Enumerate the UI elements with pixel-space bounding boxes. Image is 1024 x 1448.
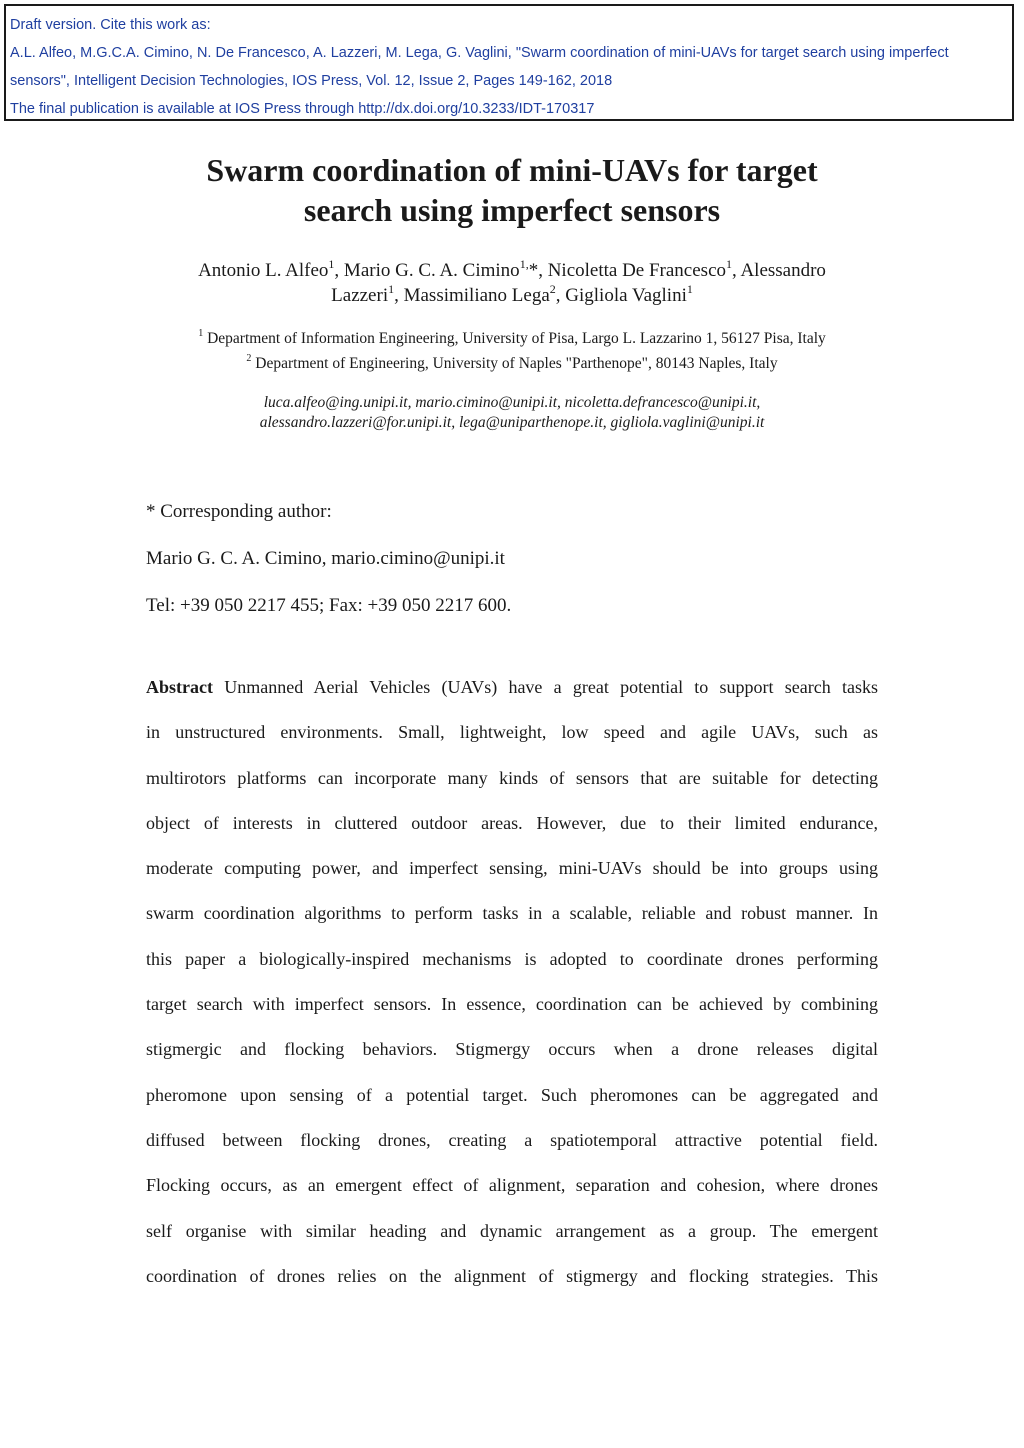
author-name: , Nicoletta De Francesco	[538, 260, 726, 281]
abstract-line: coordination of drones relies on the alignment of stigmergy and flocking strategies. This	[146, 1265, 878, 1286]
affiliation-text: Department of Engineering, University of Naples "Parthenope", 80143 Naples, Italy	[251, 355, 778, 372]
abstract-line: self organise with similar heading and dynamic arrangement as a group. The emergent	[146, 1220, 878, 1241]
abstract-line	[146, 665, 878, 710]
email-line: alessandro.lazzeri@for.unipi.it, lega@uniparthenope.it, gigliola.vaglini@unipi.it	[259, 414, 765, 431]
corresponding-marker: *	[528, 260, 539, 281]
title-line: search using imperfect sensors	[303, 192, 721, 228]
author-name: , Massimiliano Lega	[394, 285, 550, 306]
abstract	[146, 665, 878, 1299]
affiliation-number: 1	[198, 327, 204, 339]
draft-doi-line: The final publication is available at IOS Press through http://dx.doi.org/10.3233/IDT-170317	[10, 101, 595, 117]
affiliation-marker: 1	[686, 281, 693, 296]
affiliation-marker: 1	[388, 281, 395, 296]
affiliation-line	[0, 351, 1024, 376]
affiliation-number: 2	[246, 352, 252, 364]
author-name: Antonio L. Alfeo	[198, 260, 329, 281]
abstract-text: Unmanned Aerial Vehicles (UAVs) have a great potential to support search tasks	[212, 677, 878, 697]
affiliations	[0, 326, 1024, 376]
author-name: , Mario G. C. A. Cimino	[334, 260, 520, 281]
corresponding-author-email: Mario G. C. A. Cimino, mario.cimino@unipi.it	[146, 548, 505, 569]
affiliation-marker: 1,	[519, 256, 529, 271]
corresponding-author-label: * Corresponding author:	[146, 501, 332, 522]
abstract-line: in unstructured environments. Small, lightweight, low speed and agile UAVs, such as	[146, 722, 878, 743]
paper-title	[0, 150, 1024, 230]
affiliation-line	[0, 326, 1024, 351]
author-line	[0, 283, 1024, 308]
abstract-line: stigmergic and flocking behaviors. Stigmergy occurs when a drone releases digital	[146, 1039, 878, 1060]
email-line: luca.alfeo@ing.unipi.it, mario.cimino@unipi.it, nicoletta.defrancesco@unipi.it,	[263, 394, 761, 411]
draft-citation-line: A.L. Alfeo, M.G.C.A. Cimino, N. De Francesco, A. Lazzeri, M. Lega, G. Vaglini, "Swarm coordination of mini-UAVs for target search using imperfect	[10, 45, 949, 61]
affiliation-text: Department of Information Engineering, University of Pisa, Largo L. Lazzarino 1, 56127 Pisa, Italy	[203, 330, 826, 347]
affiliation-marker: 1	[726, 256, 732, 271]
author-line	[0, 258, 1024, 283]
abstract-line: diffused between flocking drones, creating a spatiotemporal attractive potential field.	[146, 1129, 878, 1150]
abstract-line: this paper a biologically-inspired mechanisms is adopted to coordinate drones performing	[146, 948, 878, 969]
abstract-line: object of interests in cluttered outdoor areas. However, due to their limited endurance,	[146, 812, 878, 833]
author-name: , Alessandro	[732, 260, 826, 281]
abstract-line: target search with imperfect sensors. In essence, coordination can be achieved by combining	[146, 994, 878, 1015]
author-list	[0, 258, 1024, 308]
abstract-line: pheromone upon sensing of a potential target. Such pheromones can be aggregated and	[146, 1084, 878, 1105]
abstract-line: swarm coordination algorithms to perform tasks in a scalable, reliable and robust manner. In	[146, 903, 878, 924]
abstract-line: moderate computing power, and imperfect sensing, mini-UAVs should be into groups using	[146, 858, 878, 879]
abstract-line: Flocking occurs, as an emergent effect of alignment, separation and cohesion, where drones	[146, 1175, 878, 1196]
abstract-label: Abstract	[146, 677, 213, 697]
draft-citation-line: sensors", Intelligent Decision Technologies, IOS Press, Vol. 12, Issue 2, Pages 149-162, 2018	[10, 73, 613, 89]
affiliation-marker: 1	[328, 256, 335, 271]
corresponding-author-phone: Tel: +39 050 2217 455; Fax: +39 050 2217 600.	[146, 595, 512, 616]
author-name: , Gigliola Vaglini	[555, 285, 687, 306]
author-name: Lazzeri	[331, 285, 389, 306]
affiliation-marker: 2	[549, 281, 556, 296]
draft-notice-line: Draft version. Cite this work as:	[10, 17, 211, 33]
draft-citation-box	[4, 4, 1014, 121]
abstract-line: multirotors platforms can incorporate many kinds of sensors that are suitable for detecting	[146, 767, 878, 788]
author-emails	[0, 393, 1024, 433]
title-line: Swarm coordination of mini-UAVs for target	[206, 152, 818, 188]
